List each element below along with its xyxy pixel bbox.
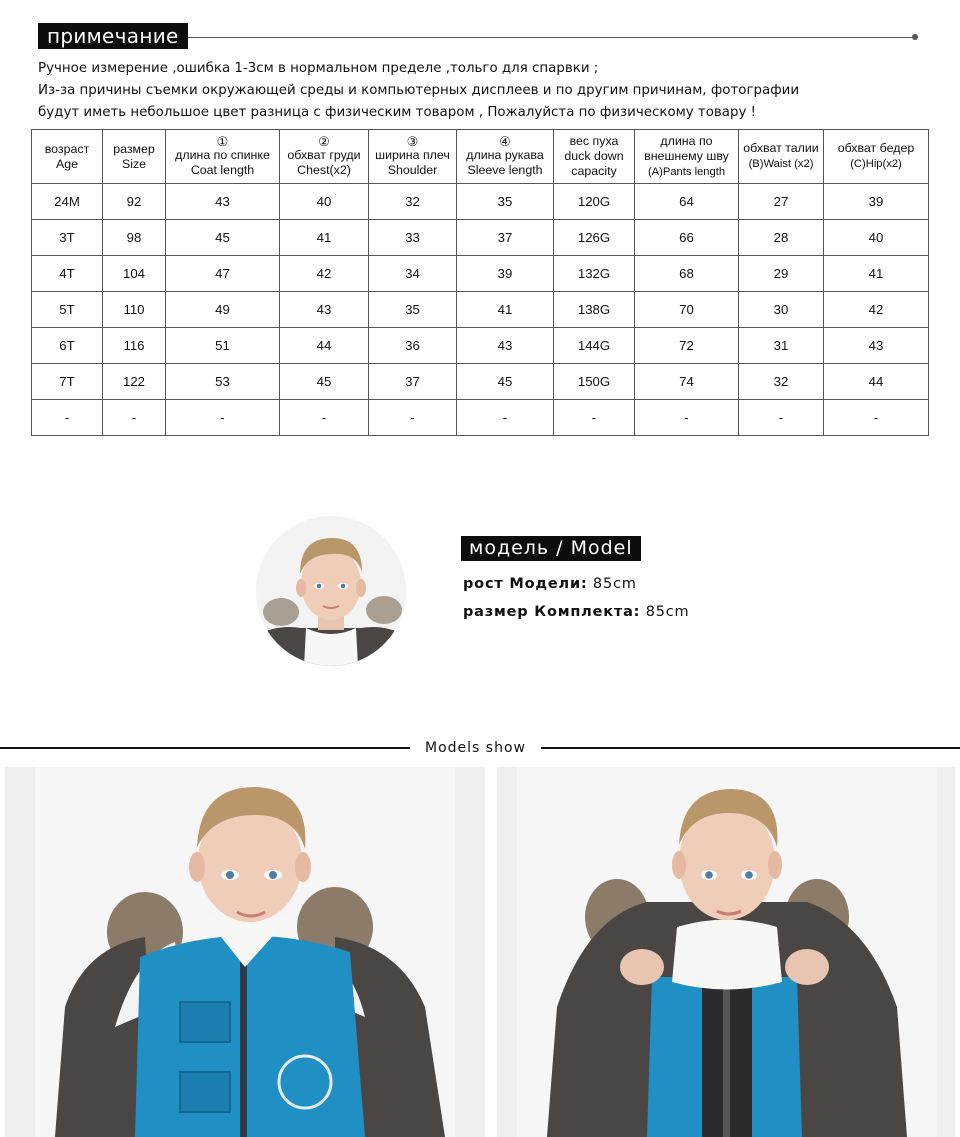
- models-show-title: Models show: [425, 740, 526, 756]
- table-cell: -: [280, 400, 369, 436]
- table-cell: 40: [280, 184, 369, 220]
- header-down-capacity: вес пуха duck down capacity: [554, 130, 635, 184]
- table-cell: 45: [166, 220, 280, 256]
- table-cell: -: [32, 400, 103, 436]
- table-cell: 72: [635, 328, 739, 364]
- note-header: [38, 23, 918, 49]
- table-cell: 44: [824, 364, 929, 400]
- model-label: модель / Model: [461, 536, 641, 561]
- header-waist: обхват талии (B)Waist (x2): [739, 130, 824, 184]
- table-cell: 24M: [32, 184, 103, 220]
- table-cell: 43: [166, 184, 280, 220]
- boy-holding-hood-image: [497, 767, 955, 1137]
- table-cell: 35: [369, 292, 457, 328]
- header-coat-length: ① длина по спинке Coat length: [166, 130, 280, 184]
- table-cell: 68: [635, 256, 739, 292]
- table-row: [32, 400, 929, 436]
- model-height-label: рост Модели:: [463, 576, 588, 592]
- models-show-divider: [0, 738, 960, 758]
- model-set-value: 85cm: [640, 604, 690, 620]
- table-cell: 44: [280, 328, 369, 364]
- table-cell: 43: [280, 292, 369, 328]
- table-cell: 70: [635, 292, 739, 328]
- table-cell: 116: [103, 328, 166, 364]
- table-row: [32, 256, 929, 292]
- table-cell: 30: [739, 292, 824, 328]
- table-cell: 39: [824, 184, 929, 220]
- table-cell: -: [369, 400, 457, 436]
- table-cell: 41: [824, 256, 929, 292]
- header-shoulder: ③ ширина плеч Shoulder: [369, 130, 457, 184]
- table-cell: -: [103, 400, 166, 436]
- model-height-value: 85cm: [587, 576, 637, 592]
- table-cell: 126G: [554, 220, 635, 256]
- table-cell: 28: [739, 220, 824, 256]
- table-cell: 138G: [554, 292, 635, 328]
- header-age: возраст Age: [32, 130, 103, 184]
- table-cell: 37: [457, 220, 554, 256]
- table-cell: 45: [280, 364, 369, 400]
- table-cell: 5T: [32, 292, 103, 328]
- note-line-3: будут иметь небольшое цвет разница с физическим товаром , Пожалуйста по физическому товару !: [38, 105, 757, 120]
- table-cell: 36: [369, 328, 457, 364]
- table-row: [32, 292, 929, 328]
- table-cell: 32: [739, 364, 824, 400]
- size-table-body: [32, 184, 929, 436]
- model-portrait-photo: [256, 516, 406, 666]
- table-cell: 104: [103, 256, 166, 292]
- table-cell: 42: [824, 292, 929, 328]
- divider-line-left: [0, 747, 410, 749]
- table-cell: 27: [739, 184, 824, 220]
- table-cell: 47: [166, 256, 280, 292]
- model-photo-front: [5, 767, 485, 1137]
- table-cell: 39: [457, 256, 554, 292]
- table-cell: -: [166, 400, 280, 436]
- table-cell: 53: [166, 364, 280, 400]
- note-line-2: Из-за причины съемки окружающей среды и компьютерных дисплеев и по другим причинам, фотографии: [38, 83, 800, 98]
- table-cell: 43: [457, 328, 554, 364]
- table-cell: 37: [369, 364, 457, 400]
- table-cell: -: [554, 400, 635, 436]
- table-cell: 74: [635, 364, 739, 400]
- header-sleeve-length: ④ длина рукава Sleeve length: [457, 130, 554, 184]
- table-cell: 32: [369, 184, 457, 220]
- table-cell: -: [824, 400, 929, 436]
- table-row: [32, 220, 929, 256]
- table-row: [32, 328, 929, 364]
- table-cell: 150G: [554, 364, 635, 400]
- note-line-1: Ручное измерение ,ошибка 1-3см в нормальном пределе ,тольго для спарвки ;: [38, 61, 599, 76]
- table-cell: 144G: [554, 328, 635, 364]
- table-cell: -: [635, 400, 739, 436]
- table-cell: 64: [635, 184, 739, 220]
- boy-in-jacket-image: [5, 767, 485, 1137]
- table-cell: -: [457, 400, 554, 436]
- table-cell: 7T: [32, 364, 103, 400]
- note-divider-line: [188, 37, 914, 38]
- table-cell: 45: [457, 364, 554, 400]
- note-divider-dot: [912, 34, 918, 40]
- table-cell: 29: [739, 256, 824, 292]
- table-cell: 66: [635, 220, 739, 256]
- table-cell: 51: [166, 328, 280, 364]
- header-chest: ② обхват груди Chest(x2): [280, 130, 369, 184]
- table-cell: 3T: [32, 220, 103, 256]
- table-cell: 41: [280, 220, 369, 256]
- divider-line-right: [541, 747, 960, 749]
- table-header-row: [32, 130, 929, 184]
- model-set-size: [463, 604, 689, 620]
- note-text: [38, 58, 928, 124]
- boy-portrait-image: [256, 516, 406, 666]
- table-cell: 98: [103, 220, 166, 256]
- table-cell: 4T: [32, 256, 103, 292]
- model-height: [463, 576, 637, 592]
- table-cell: 33: [369, 220, 457, 256]
- header-pants-length: длина по внешнему шву (A)Pants length: [635, 130, 739, 184]
- table-cell: 120G: [554, 184, 635, 220]
- table-cell: 49: [166, 292, 280, 328]
- model-photo-hood: [497, 767, 955, 1137]
- note-label: примечание: [38, 23, 188, 49]
- table-cell: -: [739, 400, 824, 436]
- table-row: [32, 184, 929, 220]
- table-cell: 43: [824, 328, 929, 364]
- table-cell: 40: [824, 220, 929, 256]
- table-cell: 132G: [554, 256, 635, 292]
- table-cell: 34: [369, 256, 457, 292]
- table-cell: 122: [103, 364, 166, 400]
- table-cell: 92: [103, 184, 166, 220]
- table-cell: 110: [103, 292, 166, 328]
- table-cell: 35: [457, 184, 554, 220]
- size-table: [31, 129, 929, 436]
- table-cell: 31: [739, 328, 824, 364]
- table-row: [32, 364, 929, 400]
- model-set-label: размер Комплекта:: [463, 604, 641, 620]
- header-hip: обхват бедер (C)Hip(x2): [824, 130, 929, 184]
- table-cell: 42: [280, 256, 369, 292]
- table-cell: 6T: [32, 328, 103, 364]
- table-cell: 41: [457, 292, 554, 328]
- header-size: размер Size: [103, 130, 166, 184]
